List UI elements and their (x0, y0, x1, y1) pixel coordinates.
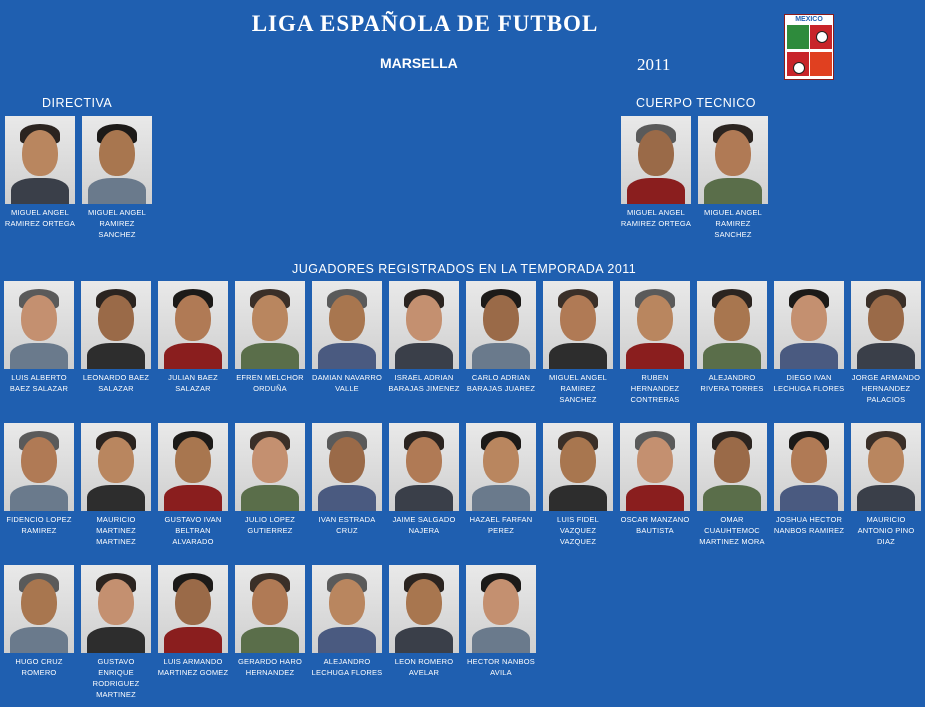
photo-torso (626, 343, 684, 369)
person-name: FIDENCIO LOPEZ RAMIREZ (6, 515, 72, 535)
person-card (542, 423, 614, 547)
person-photo (389, 423, 459, 511)
person-name: JULIO LOPEZ GUTIERREZ (244, 515, 296, 535)
photo-face (252, 579, 288, 625)
person-card (388, 565, 460, 678)
person-card (80, 281, 152, 394)
person-photo (774, 423, 844, 511)
photo-torso (549, 485, 607, 511)
photo-face (21, 437, 57, 483)
person-photo (312, 423, 382, 511)
person-photo (543, 423, 613, 511)
photo-face (98, 295, 134, 341)
photo-torso (780, 343, 838, 369)
person-photo (312, 281, 382, 369)
photo-torso (627, 178, 685, 204)
person-name: OMAR CUAUHTEMOC MARTINEZ MORA (699, 515, 765, 546)
person-card (311, 281, 383, 394)
logo-quadrant (810, 52, 832, 76)
person-card (773, 281, 845, 394)
person-name: MAURICIO MARTINEZ MARTINEZ (96, 515, 136, 546)
person-name: RUBEN HERNANDEZ CONTRERAS (630, 373, 680, 404)
person-photo (698, 116, 768, 204)
person-card (620, 116, 692, 229)
person-name: GERARDO HARO HERNANDEZ (237, 657, 303, 677)
person-photo (82, 116, 152, 204)
person-photo (620, 423, 690, 511)
person-card (465, 565, 537, 678)
team-name: MARSELLA (380, 55, 458, 71)
photo-face (22, 130, 58, 176)
person-name: GUSTAVO ENRIQUE RODRIGUEZ MARTINEZ (92, 657, 140, 699)
photo-torso (164, 627, 222, 653)
person-photo (235, 423, 305, 511)
person-card (3, 565, 75, 678)
photo-face (175, 437, 211, 483)
section-jugadores: JUGADORES REGISTRADOS EN LA TEMPORADA 2011 (292, 262, 637, 276)
photo-face (714, 295, 750, 341)
person-card (773, 423, 845, 536)
photo-face (868, 437, 904, 483)
person-card (157, 281, 229, 394)
person-card (234, 281, 306, 394)
person-card (696, 423, 768, 547)
photo-torso (318, 343, 376, 369)
person-card (234, 423, 306, 536)
person-card (80, 565, 152, 700)
person-name: HECTOR NANBOS AVILA (467, 657, 535, 677)
person-card (619, 423, 691, 536)
person-card (619, 281, 691, 405)
photo-torso (241, 485, 299, 511)
photo-face (252, 295, 288, 341)
photo-face (791, 437, 827, 483)
person-name: MIGUEL ANGEL RAMIREZ SANCHEZ (704, 208, 762, 239)
person-card (311, 565, 383, 678)
person-card (157, 565, 229, 678)
photo-face (21, 579, 57, 625)
photo-torso (472, 485, 530, 511)
person-name: MIGUEL ANGEL RAMIREZ SANCHEZ (88, 208, 146, 239)
person-card (3, 281, 75, 394)
person-photo (235, 565, 305, 653)
photo-torso (626, 485, 684, 511)
photo-face (406, 579, 442, 625)
photo-torso (395, 343, 453, 369)
person-photo (158, 281, 228, 369)
photo-torso (87, 343, 145, 369)
person-name: ALEJANDRO RIVERA TORRES (700, 373, 764, 393)
photo-torso (704, 178, 762, 204)
photo-torso (318, 627, 376, 653)
photo-torso (87, 485, 145, 511)
photo-torso (318, 485, 376, 511)
person-photo (81, 565, 151, 653)
person-name: JORGE ARMANDO HERNANDEZ PALACIOS (851, 373, 921, 404)
photo-torso (10, 343, 68, 369)
photo-torso (395, 485, 453, 511)
photo-face (252, 437, 288, 483)
person-name: MIGUEL ANGEL RAMIREZ ORTEGA (620, 208, 692, 228)
photo-torso (241, 627, 299, 653)
person-card (388, 281, 460, 394)
person-name: JAIME SALGADO NAJERA (392, 515, 456, 535)
person-name: HUGO CRUZ ROMERO (15, 657, 63, 677)
photo-torso (780, 485, 838, 511)
photo-face (638, 130, 674, 176)
person-photo (466, 423, 536, 511)
person-photo (4, 423, 74, 511)
person-name: MIGUEL ANGEL RAMIREZ SANCHEZ (549, 373, 607, 404)
person-name: MAURICIO ANTONIO PINO DIAZ (857, 515, 915, 546)
person-name: LEONARDO BAEZ SALAZAR (82, 373, 150, 393)
person-card (850, 281, 922, 405)
person-card (697, 116, 769, 240)
photo-torso (10, 627, 68, 653)
person-card (465, 423, 537, 536)
person-card (311, 423, 383, 536)
photo-face (791, 295, 827, 341)
photo-face (868, 295, 904, 341)
person-photo (543, 281, 613, 369)
person-card (80, 423, 152, 547)
photo-torso (87, 627, 145, 653)
person-name: ALEJANDRO LECHUGA FLORES (311, 657, 383, 677)
photo-face (637, 295, 673, 341)
person-name: IVAN ESTRADA CRUZ (318, 515, 376, 535)
photo-torso (164, 343, 222, 369)
photo-torso (549, 343, 607, 369)
photo-face (406, 295, 442, 341)
page-title: LIGA ESPAÑOLA DE FUTBOL (251, 11, 599, 36)
photo-face (175, 295, 211, 341)
photo-torso (703, 343, 761, 369)
logo-quadrant (787, 25, 809, 49)
person-photo (697, 281, 767, 369)
person-card (388, 423, 460, 536)
photo-torso (395, 627, 453, 653)
photo-torso (10, 485, 68, 511)
person-name: DIEGO IVAN LECHUGA FLORES (773, 373, 845, 393)
person-photo (389, 565, 459, 653)
person-name: OSCAR MANZANO BAUTISTA (620, 515, 690, 535)
photo-face (406, 437, 442, 483)
photo-face (483, 437, 519, 483)
photo-torso (472, 343, 530, 369)
person-card (3, 423, 75, 536)
photo-face (483, 579, 519, 625)
person-name: CARLO ADRIAN BARAJAS JUAREZ (466, 373, 536, 393)
section-directiva: DIRECTIVA (42, 96, 113, 110)
photo-torso (472, 627, 530, 653)
season-year: 2011 (637, 55, 671, 74)
person-card (234, 565, 306, 678)
photo-torso (88, 178, 146, 204)
photo-face (98, 437, 134, 483)
person-name: MIGUEL ANGEL RAMIREZ ORTEGA (4, 208, 76, 228)
person-photo (851, 281, 921, 369)
photo-face (715, 130, 751, 176)
photo-face (329, 579, 365, 625)
person-card (157, 423, 229, 547)
photo-torso (703, 485, 761, 511)
person-photo (466, 281, 536, 369)
person-photo (5, 116, 75, 204)
person-name: JOSHUA HECTOR NANBOS RAMIREZ (773, 515, 845, 535)
logo-text: MEXICO (795, 16, 823, 23)
photo-face (329, 295, 365, 341)
person-photo (235, 281, 305, 369)
person-photo (774, 281, 844, 369)
person-photo (620, 281, 690, 369)
person-card (465, 281, 537, 394)
photo-face (99, 130, 135, 176)
person-photo (4, 281, 74, 369)
photo-face (714, 437, 750, 483)
person-name: ISRAEL ADRIAN BARAJAS JIMENEZ (388, 373, 460, 393)
person-photo (851, 423, 921, 511)
person-card (850, 423, 922, 547)
photo-face (483, 295, 519, 341)
soccer-ball-icon (816, 31, 828, 43)
photo-face (98, 579, 134, 625)
person-photo (697, 423, 767, 511)
photo-face (637, 437, 673, 483)
person-photo (81, 281, 151, 369)
person-photo (158, 423, 228, 511)
person-photo (389, 281, 459, 369)
photo-face (560, 437, 596, 483)
photo-face (560, 295, 596, 341)
person-photo (158, 565, 228, 653)
person-card (542, 281, 614, 405)
photo-torso (857, 343, 915, 369)
soccer-ball-icon (793, 62, 805, 74)
person-photo (312, 565, 382, 653)
photo-torso (241, 343, 299, 369)
photo-face (175, 579, 211, 625)
photo-face (21, 295, 57, 341)
photo-torso (164, 485, 222, 511)
person-name: JULIAN BAEZ SALAZAR (168, 373, 218, 393)
person-card (81, 116, 153, 240)
person-card (696, 281, 768, 394)
person-name: LEON ROMERO AVELAR (394, 657, 454, 677)
person-name: HAZAEL FARFAN PEREZ (469, 515, 533, 535)
person-name: LUIS FIDEL VAZQUEZ VAZQUEZ (556, 515, 599, 546)
person-photo (621, 116, 691, 204)
person-name: LUIS ARMANDO MARTINEZ GOMEZ (157, 657, 229, 677)
person-name: GUSTAVO IVAN BELTRAN ALVARADO (164, 515, 222, 546)
person-name: LUIS ALBERTO BAEZ SALAZAR (9, 373, 69, 393)
person-name: EFREN MELCHOR ORDUÑA (236, 373, 304, 393)
person-photo (81, 423, 151, 511)
section-cuerpo-tecnico: CUERPO TECNICO (636, 96, 756, 110)
league-logo (784, 14, 834, 80)
person-photo (4, 565, 74, 653)
person-photo (466, 565, 536, 653)
photo-torso (857, 485, 915, 511)
photo-torso (11, 178, 69, 204)
person-name: DAMIAN NAVARRO VALLE (311, 373, 383, 393)
photo-face (329, 437, 365, 483)
person-card (4, 116, 76, 229)
